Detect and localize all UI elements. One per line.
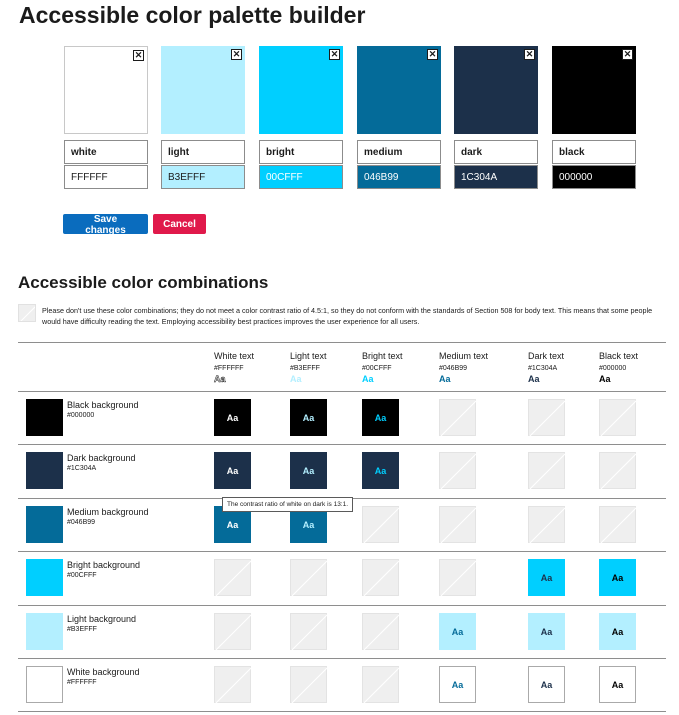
strike-icon — [215, 560, 252, 597]
table-divider — [18, 444, 666, 445]
close-icon[interactable]: ✕ — [525, 49, 534, 59]
swatch-dark — [454, 46, 538, 189]
strike-icon — [440, 507, 477, 544]
strike-icon — [600, 400, 637, 437]
strike-icon — [291, 614, 328, 651]
sample-text: Aa — [226, 465, 239, 476]
close-icon[interactable]: ✕ — [623, 49, 632, 59]
combo-cell-bright-on-bright — [362, 559, 399, 596]
row-hex-medium: #046B99 — [67, 519, 96, 526]
row-swatch-white — [26, 666, 63, 703]
swatch-name-input-white[interactable] — [64, 140, 148, 164]
combo-cell-black-on-white[interactable] — [599, 666, 636, 703]
sample-text: Aa — [374, 412, 387, 423]
sample-text: Aa — [611, 572, 624, 583]
sample-text: Aa — [302, 519, 315, 530]
sample-text: Aa — [226, 412, 239, 423]
swatch-color-bright[interactable] — [259, 46, 343, 134]
swatch-black — [552, 46, 636, 189]
column-label: Light text — [290, 351, 327, 361]
row-label-white: White background — [67, 667, 140, 677]
combo-cell-white-on-white — [214, 666, 251, 703]
row-label-light: Light background — [67, 614, 137, 624]
row-swatch-black — [26, 399, 63, 436]
column-sample: Aa — [439, 374, 451, 384]
strike-icon — [291, 560, 328, 597]
swatch-name-input-light[interactable] — [161, 140, 245, 164]
column-label: Dark text — [528, 351, 565, 361]
strike-icon — [600, 453, 637, 490]
column-header-dark — [528, 351, 564, 385]
strike-icon — [215, 667, 252, 704]
close-icon[interactable]: ✕ — [428, 49, 437, 59]
combo-cell-light-on-bright — [290, 559, 327, 596]
combo-cell-medium-on-light[interactable] — [439, 613, 476, 650]
combo-cell-medium-on-black — [439, 399, 476, 436]
cancel-button[interactable]: Cancel — [153, 214, 206, 234]
swatch-bright — [259, 46, 343, 189]
combo-cell-dark-on-light[interactable] — [528, 613, 565, 650]
column-sample: Aa — [528, 374, 540, 384]
sample-text: Aa — [611, 679, 624, 690]
combo-cell-dark-on-medium — [528, 506, 565, 543]
sample-text: Aa — [540, 572, 553, 583]
column-hex: #00CFFF — [362, 365, 392, 372]
notice-text: Please don't use these color combinations; they do not meet a color contrast ratio of 4.5:1, so they do not conform with the standards of Section 508 for body text. This means that some people would have difficulty reading the text. Employing accessibility best practices improves the user experience for all users. — [42, 306, 653, 326]
strike-icon — [529, 400, 566, 437]
swatch-medium — [357, 46, 441, 189]
combo-cell-white-on-bright — [214, 559, 251, 596]
swatch-name-input-black[interactable] — [552, 140, 636, 164]
page-title: Accessible color palette builder — [19, 2, 366, 28]
strike-icon — [215, 614, 252, 651]
sample-text: Aa — [226, 519, 239, 530]
swatch-hex-input-medium[interactable] — [357, 165, 441, 189]
combo-cell-light-on-black[interactable] — [290, 399, 327, 436]
strike-icon — [440, 453, 477, 490]
swatch-hex-input-white[interactable] — [64, 165, 148, 189]
table-divider — [18, 605, 666, 606]
strike-icon — [440, 400, 477, 437]
column-hex: #000000 — [599, 365, 627, 372]
save-button[interactable]: Save changes — [63, 214, 148, 234]
sample-text: Aa — [540, 626, 553, 637]
strike-icon — [529, 507, 566, 544]
combo-cell-white-on-black[interactable] — [214, 399, 251, 436]
sample-text: Aa — [302, 465, 315, 476]
row-swatch-bright — [26, 559, 63, 596]
combo-cell-medium-on-dark — [439, 452, 476, 489]
swatch-white — [64, 46, 148, 189]
combo-cell-black-on-light[interactable] — [599, 613, 636, 650]
row-swatch-dark — [26, 452, 63, 489]
combo-cell-medium-on-bright — [439, 559, 476, 596]
strike-icon — [363, 667, 400, 704]
swatch-light — [161, 46, 245, 189]
combo-cell-black-on-bright[interactable] — [599, 559, 636, 596]
combo-cell-dark-on-bright[interactable] — [528, 559, 565, 596]
strike-icon — [440, 560, 477, 597]
column-header-white — [214, 351, 254, 385]
swatch-color-black[interactable] — [552, 46, 636, 134]
combo-cell-dark-on-white[interactable] — [528, 666, 565, 703]
combo-cell-bright-on-medium — [362, 506, 399, 543]
swatch-hex-input-dark[interactable] — [454, 165, 538, 189]
row-hex-white: #FFFFFF — [67, 679, 97, 686]
column-header-bright — [362, 351, 403, 385]
row-hex-dark: #1C304A — [67, 465, 97, 472]
swatch-hex-input-black[interactable] — [552, 165, 636, 189]
strike-icon — [291, 667, 328, 704]
combo-cell-bright-on-white — [362, 666, 399, 703]
swatch-name-input-dark[interactable] — [454, 140, 538, 164]
table-divider — [18, 391, 666, 392]
sample-text: Aa — [611, 626, 624, 637]
column-label: White text — [214, 351, 255, 361]
row-hex-black: #000000 — [67, 412, 95, 419]
table-divider — [18, 658, 666, 659]
column-sample: Aa — [362, 374, 374, 384]
combo-cell-black-on-black — [599, 399, 636, 436]
combo-cell-light-on-white — [290, 666, 327, 703]
combo-cell-medium-on-white[interactable] — [439, 666, 476, 703]
swatch-name-input-bright[interactable] — [259, 140, 343, 164]
combo-cell-black-on-medium — [599, 506, 636, 543]
table-divider — [18, 551, 666, 552]
combo-cell-light-on-light — [290, 613, 327, 650]
strike-icon — [363, 614, 400, 651]
combo-cell-black-on-dark — [599, 452, 636, 489]
close-icon[interactable]: ✕ — [134, 50, 143, 60]
combo-cell-medium-on-medium — [439, 506, 476, 543]
combo-cell-bright-on-light — [362, 613, 399, 650]
column-header-black — [599, 351, 638, 385]
combo-cell-white-on-light — [214, 613, 251, 650]
row-label-black: Black background — [67, 400, 139, 410]
combo-cell-dark-on-dark — [528, 452, 565, 489]
sample-text: Aa — [374, 465, 387, 476]
column-hex: #046B99 — [439, 365, 468, 372]
sample-text: Aa — [451, 626, 464, 637]
close-icon[interactable]: ✕ — [330, 49, 339, 59]
column-hex: #FFFFFF — [214, 365, 244, 372]
column-label: Black text — [599, 351, 639, 361]
combo-cell-light-on-dark[interactable] — [290, 452, 327, 489]
combo-cell-dark-on-black — [528, 399, 565, 436]
row-label-bright: Bright background — [67, 560, 141, 570]
table-divider — [18, 342, 666, 343]
column-hex: #B3EFFF — [290, 365, 320, 372]
column-header-medium — [439, 351, 488, 385]
swatch-color-medium[interactable] — [357, 46, 441, 134]
row-swatch-medium — [26, 506, 63, 543]
strike-icon — [529, 453, 566, 490]
column-header-light — [290, 351, 327, 385]
row-label-dark: Dark background — [67, 453, 136, 463]
fail-legend-swatch — [18, 304, 36, 322]
table-divider — [18, 711, 666, 712]
swatch-color-dark[interactable] — [454, 46, 538, 134]
swatch-hex-input-bright[interactable] — [259, 165, 343, 189]
strike-icon — [19, 305, 36, 322]
strike-icon — [363, 560, 400, 597]
swatch-name-input-medium[interactable] — [357, 140, 441, 164]
strike-icon — [600, 507, 637, 544]
section-title: Accessible color combinations — [18, 273, 269, 292]
row-label-medium: Medium background — [67, 507, 149, 517]
swatch-hex-input-light[interactable] — [161, 165, 245, 189]
row-hex-bright: #00CFFF — [67, 572, 97, 579]
row-hex-light: #B3EFFF — [67, 626, 97, 633]
combo-cell-bright-on-dark[interactable] — [362, 452, 399, 489]
close-icon[interactable]: ✕ — [232, 49, 241, 59]
column-label: Bright text — [362, 351, 403, 361]
sample-text: Aa — [302, 412, 315, 423]
swatch-color-white[interactable] — [64, 46, 148, 134]
row-swatch-light — [26, 613, 63, 650]
sample-text: Aa — [540, 679, 553, 690]
column-label: Medium text — [439, 351, 489, 361]
column-sample: Aa — [290, 374, 302, 384]
combo-cell-bright-on-black[interactable] — [362, 399, 399, 436]
column-sample: Aa — [599, 374, 611, 384]
column-sample: Aa — [214, 374, 226, 384]
contrast-tooltip: The contrast ratio of white on dark is 13:1. — [222, 497, 353, 512]
strike-icon — [363, 507, 400, 544]
sample-text: Aa — [451, 679, 464, 690]
column-hex: #1C304A — [528, 365, 558, 372]
swatch-color-light[interactable] — [161, 46, 245, 134]
combo-cell-white-on-dark[interactable] — [214, 452, 251, 489]
